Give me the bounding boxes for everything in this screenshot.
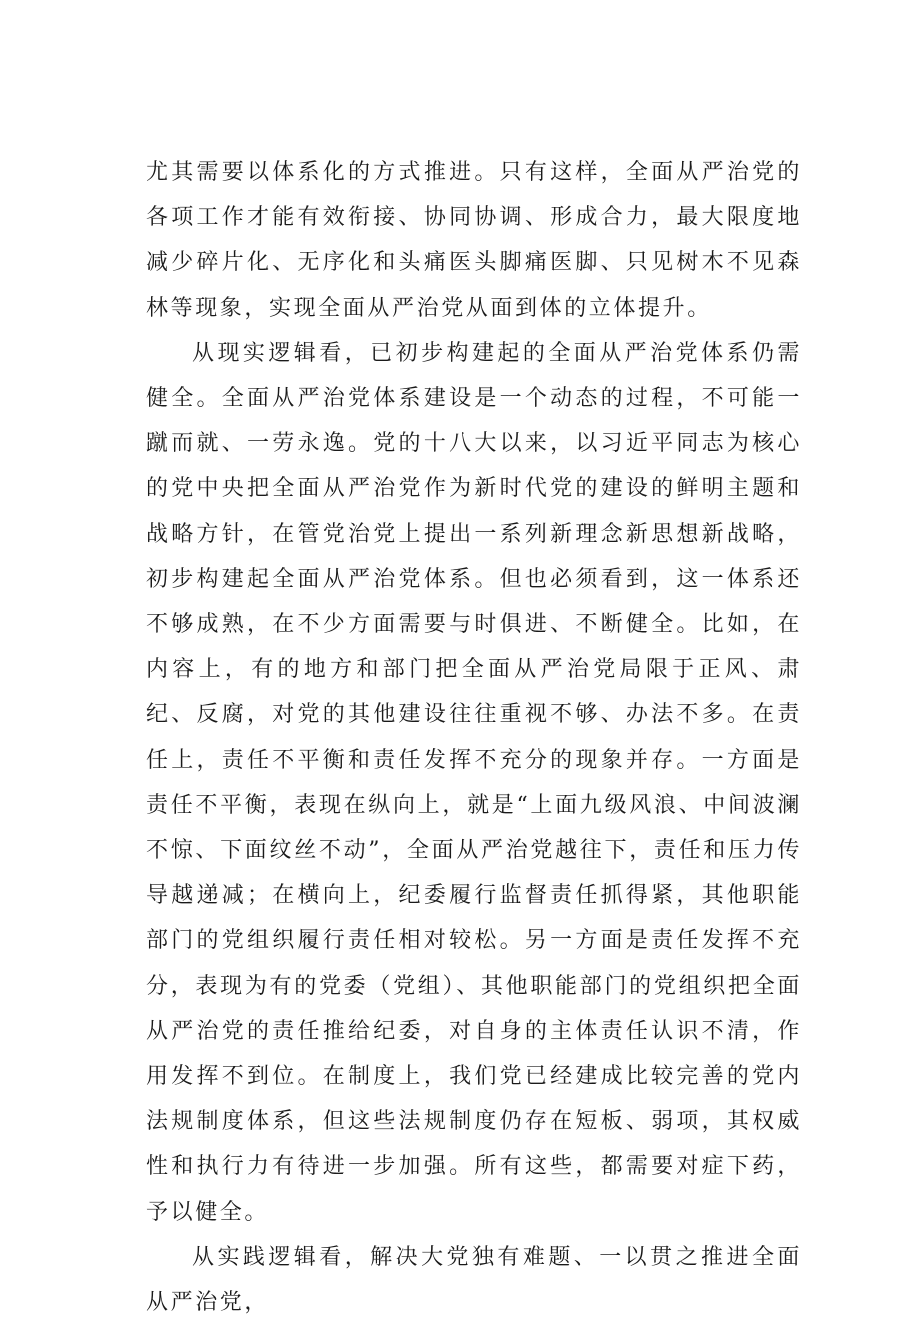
paragraph-1: 尤其需要以体系化的方式推进。只有这样，全面从严治党的各项工作才能有效衔接、协同协调、形成合力，最大限度地减少碎片化、无序化和头痛医头脚痛医脚、只见树木不见森林等现象，实现全面从严治党从面到体的立体提升。 <box>146 160 802 321</box>
paragraph-3: 从实践逻辑看，解决大党独有难题、一以贯之推进全面从严治党， <box>146 1244 802 1316</box>
document-body <box>146 150 802 1325</box>
paragraph-2: 从现实逻辑看，已初步构建起的全面从严治党体系仍需健全。全面从严治党体系建设是一个动态的过程，不可能一蹴而就、一劳永逸。党的十八大以来，以习近平同志为核心的党中央把全面从严治党作为新时代党的建设的鲜明主题和战略方针，在管党治党上提出一系列新理念新思想新战略，初步构建起全面从严治党体系。但也必须看到，这一体系还不够成熟，在不少方面需要与时俱进、不断健全。比如，在内容上，有的地方和部门把全面从严治党局限于正风、肃纪、反腐，对党的其他建设往往重视不够、办法不多。在责任上，责任不平衡和责任发挥不充分的现象并存。一方面是责任不平衡，表现在纵向上，就是“上面九级风浪、中间波澜不惊、下面纹丝不动”，全面从严治党越往下，责任和压力传导越递减；在横向上，纪委履行监督责任抓得紧，其他职能部门的党组织履行责任相对较松。另一方面是责任发挥不充分，表现为有的党委（党组）、其他职能部门的党组织把全面从严治党的责任推给纪委，对自身的主体责任认识不清，作用发挥不到位。在制度上，我们党已经建成比较完善的党内法规制度体系，但这些法规制度仍存在短板、弱项，其权威性和执行力有待进一步加强。所有这些，都需要对症下药，予以健全。 <box>146 340 802 1225</box>
